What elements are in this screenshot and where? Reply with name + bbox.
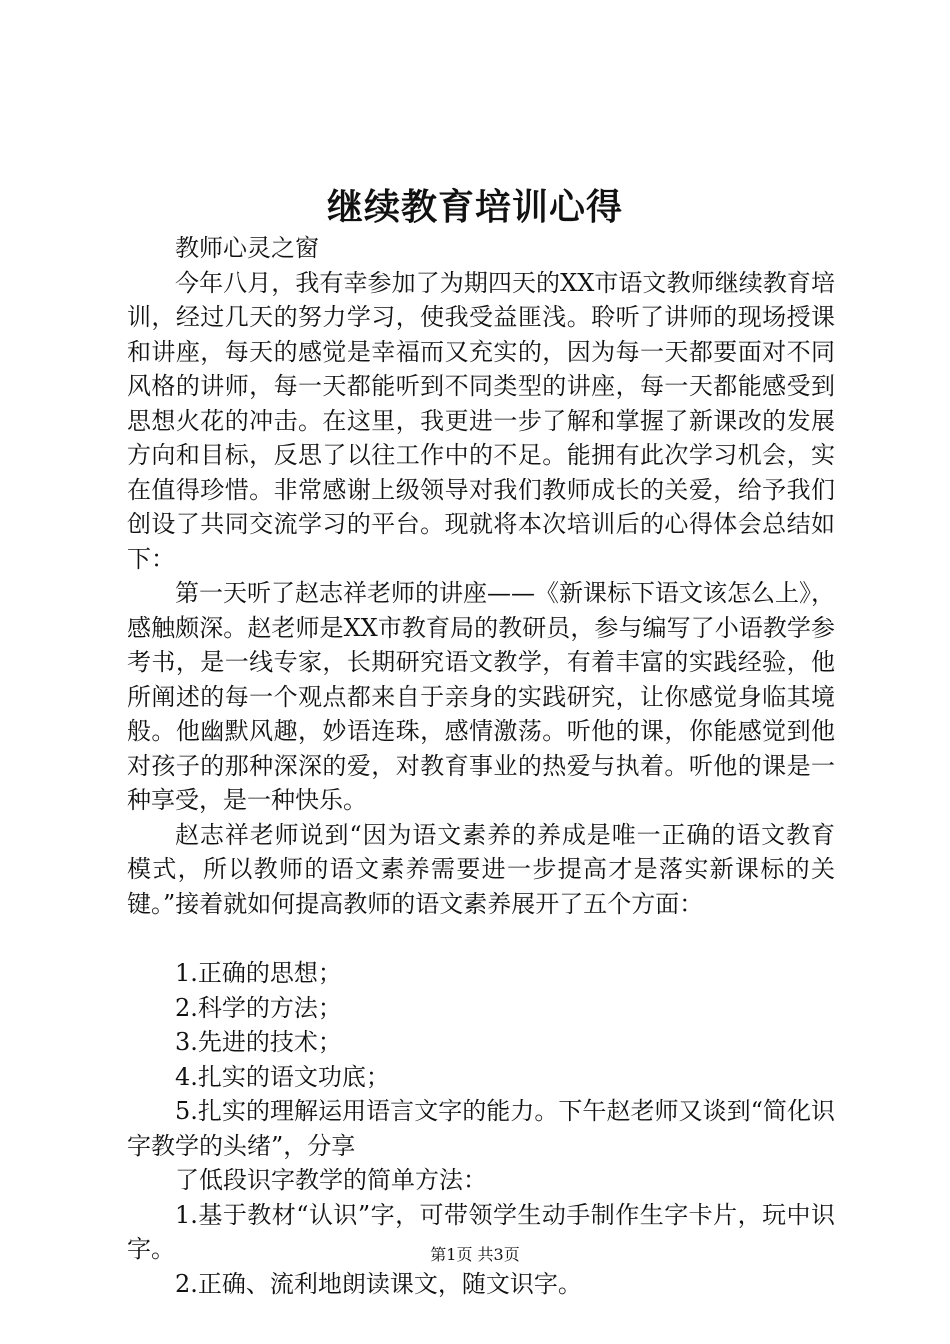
list-item: 2.科学的方法； [175,993,342,1022]
paragraph-lecture: 第一天听了赵志祥老师的讲座——《新课标下语文该怎么上》，感触颇深。赵老师是XX市教育局的教研员，参与编写了小语教学参考书，是一线专家，长期研究语文教学，有着丰富的实践经验，他所阐述的每一个观点都来自于亲身的实践研究，让你感觉身临其境般。他幽默风趣，妙语连珠，感情激荡。听他的课，你能感觉到他对孩子的那种深深的爱，对教育事业的热爱与执着。听他的课是一种享受，是一种快乐。 [127,579,835,814]
list-item: 3.先进的技术； [175,1028,342,1056]
list-item: 1.正确的思想； [175,959,342,987]
paragraph-literacy: 赵志祥老师说到“因为语文素养的养成是唯一正确的语文教育模式，所以教师的语文素养需要进一步提高才是落实新课标的关键。”接着就如何提高教师的语文素养展开了五个方面： [127,820,835,918]
list-item: 4.扎实的语文功底； [175,1062,390,1091]
paragraph-intro: 今年八月，我有幸参加了为期四天的XX市语文教师继续教育培训，经过几天的努力学习，使我受益匪浅。聆听了讲师的现场授课和讲座，每天的感觉是幸福而又充实的，因为每一天都要面对不同风格的讲师，每一天都能听到不同类型的讲座，每一天都能感受到思想火花的冲击。在这里，我更进一步了解和掌握了新课改的发展方向和目标，反思了以往工作中的不足。能拥有此次学习机会，实在值得珍惜。非常感谢上级领导对我们教师成长的关爱，给予我们创设了共同交流学习的平台。现就将本次培训后的心得体会总结如下： [127,268,835,573]
list-item: 1.基于教材“认识”字，可带领学生动手制作生字卡片，玩中识字。 [127,1200,835,1263]
section-heading: 教师心灵之窗 [175,234,319,262]
document-body [127,231,835,1301]
page-number: 第1页 共3页 [430,1245,520,1264]
paragraph-spacer [127,921,835,956]
document-title: 继续教育培训心得 [326,186,623,228]
list-item: 2.正确、流利地朗读课文，随文识字。 [175,1269,582,1298]
list-item: 了低段识字教学的简单方法： [175,1166,487,1194]
list-item: 5.扎实的理解运用语言文字的能力。下午赵老师又谈到“简化识字教学的头绪”，分享 [127,1097,835,1160]
